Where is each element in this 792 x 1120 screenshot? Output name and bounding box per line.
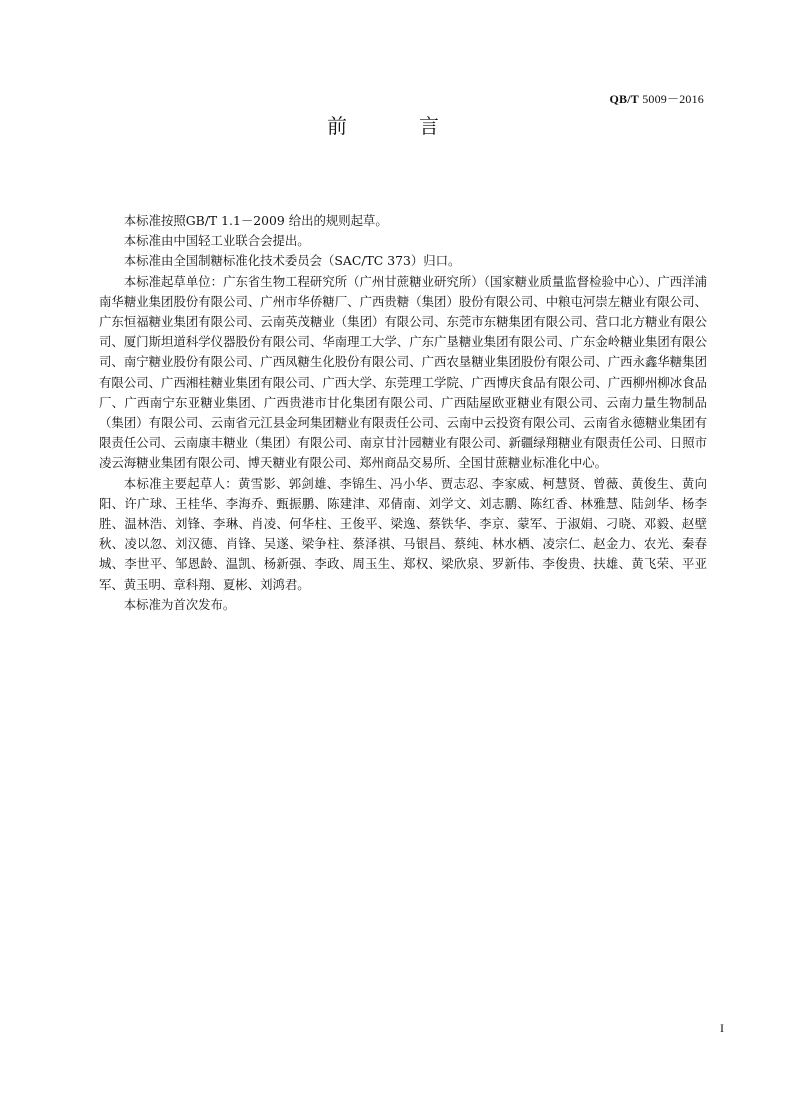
page-number: I: [720, 1021, 724, 1035]
page-title: 前 言: [327, 114, 465, 138]
paragraph-first-release: 本标准为首次发布。: [123, 596, 236, 612]
paragraph-drafting-units: 本标准起草单位：广东省生物工程研究所（广州甘蔗糖业研究所）（国家糖业质量监督检验中心）、广西洋浦南华糖业集团股份有限公司、广州市华侨糖厂、广西贵糖（集团）股份有限公司、中粮屯河崇左糖业有限公司、广东恒福糖业集团有限公司、云南英茂糖业（集团）有限公司、东莞市东糖集团有限公司、营口北方糖业有限公司、厦门斯坦道科学仪器股份有限公司、华南理工大学、广东广垦糖业集团有限公司、广东金岭糖业集团有限公司、南宁糖业股份有限公司、广西凤糖生化股份有限公司、广西农垦糖业集团股份有限公司、广西永鑫华糖集团有限公司、广西湘桂糖业集团有限公司、广西大学、东莞理工学院、广西博庆食品有限公司、广西柳州柳冰食品厂、广西南宁东亚糖业集团、广西贵港市甘化集团有限公司、广西陆屋欧亚糖业有限公司、云南力量生物制品（集团）有限公司、云南省元江县金珂集团糖业有限责任公司、云南中云投资有限公司、云南省永德糖业集团有限责任公司、云南康丰糖业（集团）有限公司、南京甘汁园糖业有限公司、新疆绿翔糖业有限责任公司、日照市凌云海糖业集团有限公司、博天糖业有限公司、郑州商品交易所、全国甘蔗糖业标准化中心。: [99, 273, 707, 471]
document-body: [99, 211, 707, 615]
paragraph-drafting-rules: 本标准按照GB/T 1.1－2009 给出的规则起草。: [123, 213, 388, 228]
paragraph-main-drafters: 本标准主要起草人：黄雪影、郭剑雄、李锦生、冯小华、贾志忍、李家威、柯慧贤、曾薇、黄俊生、黄向阳、许广球、王桂华、李海乔、甄振鹏、陈建津、邓倩南、刘学文、刘志鹏、陈红香、林雅慧、陆剑华、杨李胜、温林浩、刘锋、李琳、肖凌、何华柱、王俊平、梁逸、蔡铁华、李京、蒙军、于淑娟、刁晓、邓毅、赵壁秋、凌以忽、刘汉德、肖锋、吴遂、梁争柱、蔡泽祺、马银昌、蔡纯、林水栖、凌宗仁、赵金力、农光、秦春城、李世平、邹恩龄、温凯、杨新强、李政、周玉生、郑权、梁欣泉、罗新伟、李俊贵、扶雄、黄飞荣、平亚军、黄玉明、章科翔、夏彬、刘鸿君。: [99, 475, 707, 592]
standard-code-prefix: QB/T: [609, 92, 639, 106]
standard-code-number: 5009－2016: [642, 92, 704, 106]
standard-code: [610, 90, 705, 107]
paragraph-proposer: 本标准由中国轻工业联合会提出。: [123, 233, 310, 249]
paragraph-committee: 本标准由全国制糖标准化技术委员会（SAC/TC 373）归口。: [123, 253, 461, 269]
